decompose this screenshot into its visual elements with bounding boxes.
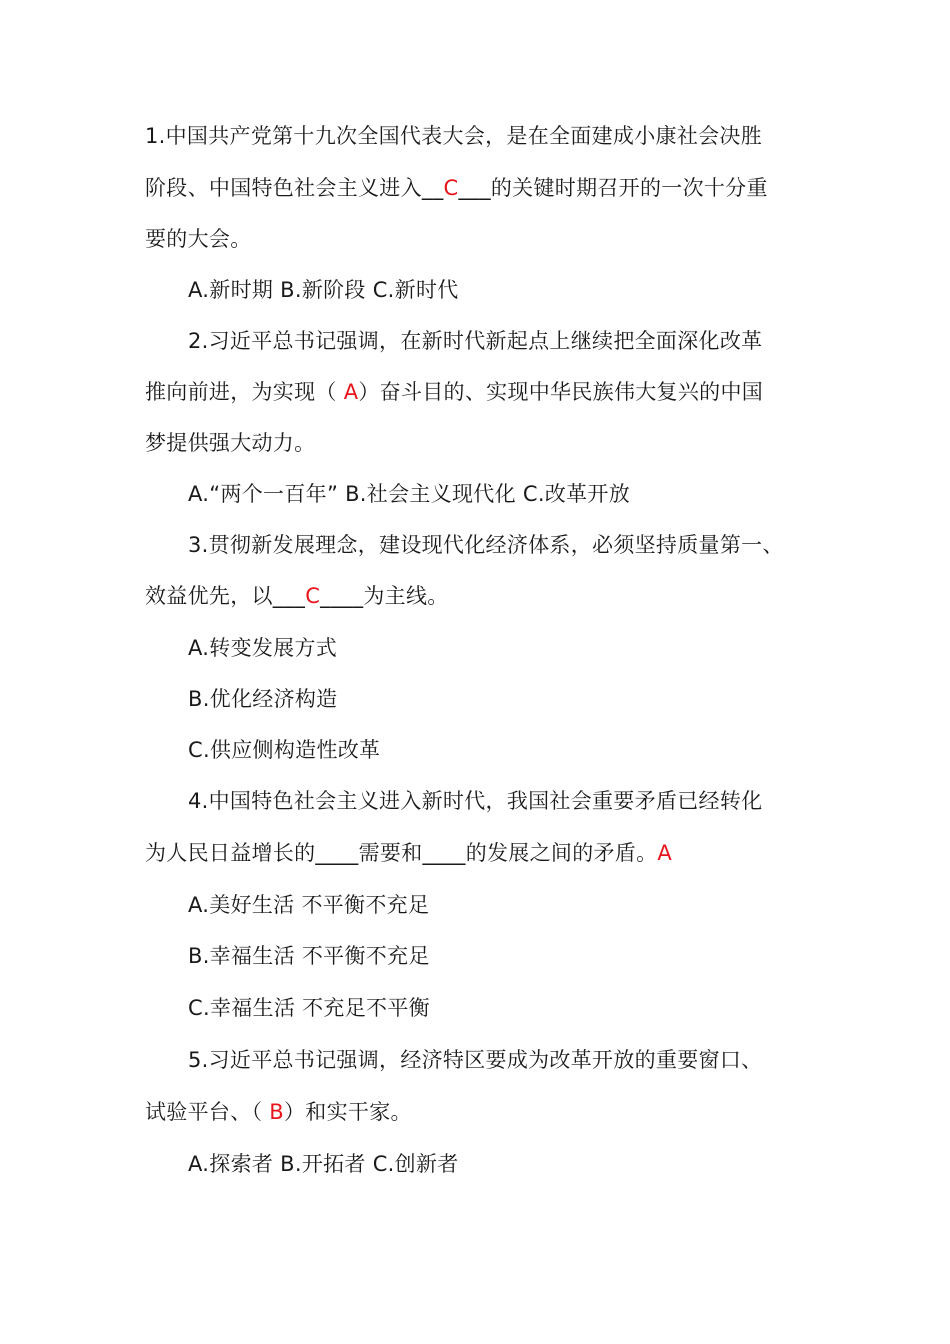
q4-answer: A <box>657 841 673 865</box>
q2-line-2-pre: 推向前进，为实现（ <box>145 380 344 404</box>
q3-answer: C <box>305 584 321 608</box>
q3-line-2 <box>145 581 449 611</box>
q2-line-1: 2.习近平总书记强调，在新时代新起点上继续把全面深化改革 <box>188 329 763 353</box>
q5-answer: B <box>269 1100 284 1124</box>
q2-line-3: 梦提供强大动力。 <box>145 431 316 455</box>
q3-line-1: 3.贯彻新发展理念，建设现代化经济体系，必须坚持质量第一、 <box>188 533 784 557</box>
q1-line-3: 要的大会。 <box>145 227 252 251</box>
q5-line-1: 5.习近平总书记强调，经济特区要成为改革开放的重要窗口、 <box>188 1048 763 1072</box>
q3-line-2-pre: 效益优先，以___ <box>145 584 306 608</box>
q1-line-2-pre: 阶段、中国特色社会主义进入__ <box>145 176 444 200</box>
q3-option-b: B.优化经济构造 <box>188 687 338 711</box>
q5-line-2-post: ）和实干家。 <box>284 1100 412 1124</box>
q2-answer: A <box>343 380 359 404</box>
q1-line-2 <box>145 173 768 203</box>
q4-line-2-text: 为人民日益增长的____需要和____的发展之间的矛盾。 <box>145 841 658 865</box>
q1-line-2-post: ___的关键时期召开的一次十分重 <box>458 176 768 200</box>
q4-option-b: B.幸福生活 不平衡不充足 <box>188 944 430 968</box>
q4-line-2 <box>145 838 672 868</box>
q1-options: A.新时期 B.新阶段 C.新时代 <box>188 278 459 302</box>
q2-line-2 <box>145 377 763 407</box>
q5-line-2 <box>145 1097 412 1127</box>
q4-option-a: A.美好生活 不平衡不充足 <box>188 893 430 917</box>
q2-line-2-post: ）奋斗目的、实现中华民族伟大复兴的中国 <box>358 380 764 404</box>
q5-line-2-pre: 试验平台、（ <box>145 1100 270 1124</box>
q1-line-1: 1.中国共产党第十九次全国代表大会，是在全面建成小康社会决胜 <box>145 124 763 148</box>
q4-option-c: C.幸福生活 不充足不平衡 <box>188 996 430 1020</box>
q5-options: A.探索者 B.开拓者 C.创新者 <box>188 1152 459 1176</box>
q3-line-2-post: ____为主线。 <box>320 584 449 608</box>
q4-line-1: 4.中国特色社会主义进入新时代，我国社会重要矛盾已经转化 <box>188 789 763 813</box>
q3-option-a: A.转变发展方式 <box>188 636 338 660</box>
q2-options: A.“两个一百年” B.社会主义现代化 C.改革开放 <box>188 482 630 506</box>
q3-option-c: C.供应侧构造性改革 <box>188 738 381 762</box>
q1-answer: C <box>443 176 459 200</box>
